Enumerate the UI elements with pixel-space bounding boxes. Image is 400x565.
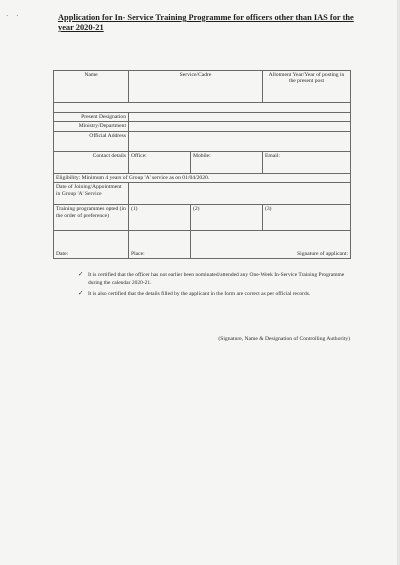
ministry-department-field <box>129 122 351 131</box>
present-designation-field <box>129 113 351 122</box>
scan-mark: · · <box>6 12 22 20</box>
certification-note-1 <box>78 271 358 287</box>
service-cadre-label: Service/Cadre <box>129 71 263 103</box>
allotment-year-label: Allotment Year/Year of posting in the present post <box>263 71 351 103</box>
training-option-2: (2) <box>191 205 263 231</box>
certification-notes <box>78 271 358 302</box>
certification-note-text: It is also certified that the details filled by the applicant in the form are correct as per official records. <box>88 291 311 298</box>
controlling-authority-signature: (Signature, Name & Designation of Controlling Authority) <box>218 336 350 342</box>
training-option-3: (3) <box>263 205 351 231</box>
application-form-table <box>53 70 351 259</box>
check-icon: ✓ <box>78 290 84 298</box>
certification-note-text: It is certified that the officer has not earlier been nominated/attended any One-Week In-Service Training Programme during the calendar 2020-21. <box>88 272 345 287</box>
contact-details-label: Contact details <box>54 151 129 173</box>
check-icon: ✓ <box>78 271 84 278</box>
eligibility-note: Eligibility: Minimum 4 years of Group 'A' service as on 01/04/2020. <box>54 173 351 182</box>
place-label: Place: <box>129 231 191 259</box>
name-label: Name <box>54 71 129 103</box>
certification-note-2 <box>78 290 358 298</box>
applicant-signature-label: Signature of applicant: <box>191 231 351 259</box>
official-address-label: Official Address <box>54 131 129 151</box>
training-option-1: (1) <box>129 205 191 231</box>
present-designation-label: Present Designation <box>54 113 129 122</box>
date-label: Date: <box>54 231 129 259</box>
email-label: Email: <box>263 151 351 173</box>
training-programmes-label: Training programmes opted (in the order of preference) <box>54 205 129 231</box>
date-of-joining-label: Date of Joining/Appointment in Group 'A' Service <box>54 183 129 205</box>
office-label: Office: <box>129 151 191 173</box>
official-address-field <box>129 131 351 151</box>
ministry-department-label: Ministry/Department <box>54 122 129 131</box>
name-values-row <box>54 103 351 113</box>
mobile-label: Mobile: <box>191 151 263 173</box>
date-of-joining-field <box>129 183 351 205</box>
document-title: Application for In- Service Training Programme for officers other than IAS for the year 2020-21 <box>58 13 354 32</box>
